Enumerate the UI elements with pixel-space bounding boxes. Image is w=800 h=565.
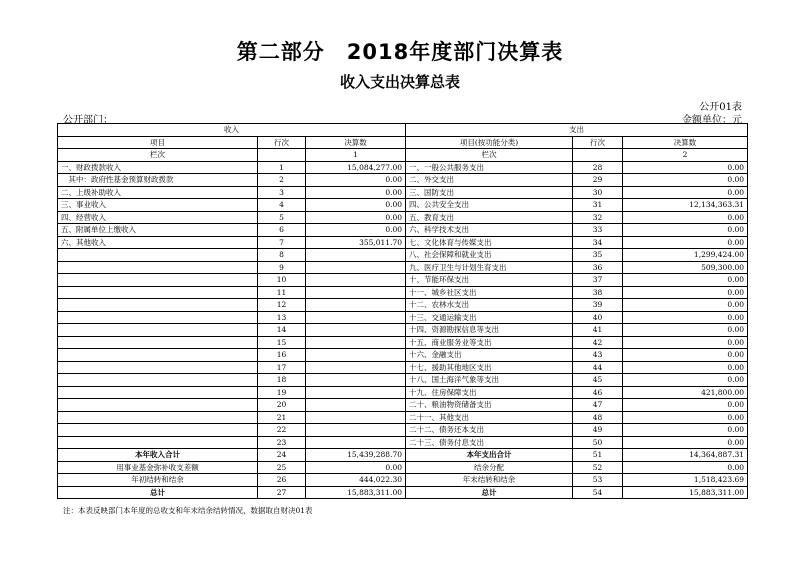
- income-item: [58, 261, 258, 274]
- summary-expense-item: 年末结转和结余: [406, 474, 573, 487]
- table-row: [58, 386, 748, 399]
- expense-amount: 0.00: [623, 374, 748, 387]
- income-line: 21: [258, 411, 306, 424]
- col-amount-header: 决算数: [306, 136, 406, 149]
- expense-line: 35: [573, 249, 623, 262]
- income-amount: [306, 286, 406, 299]
- income-line: 5: [258, 211, 306, 224]
- income-item: [58, 324, 258, 337]
- expense-item: 八、社会保障和就业支出: [406, 249, 573, 262]
- table-row: [58, 424, 748, 437]
- expense-line: 34: [573, 236, 623, 249]
- income-line: 14: [258, 324, 306, 337]
- income-item: [58, 374, 258, 387]
- table-row: [58, 274, 748, 287]
- expense-line: 33: [573, 224, 623, 237]
- expense-item: 十四、资源勘探信息等支出: [406, 324, 573, 337]
- expense-line: 46: [573, 386, 623, 399]
- summary-expense-amount: 15,883,311.00: [623, 486, 748, 499]
- income-amount: [306, 349, 406, 362]
- summary-row: [58, 449, 748, 462]
- expense-amount: 0.00: [623, 411, 748, 424]
- summary-income-amount: 444,022.30: [306, 474, 406, 487]
- table-row: [58, 361, 748, 374]
- expense-header: 支出: [406, 124, 748, 137]
- expense-item: 六、科学技术支出: [406, 224, 573, 237]
- col-index-empty: [258, 149, 306, 162]
- expense-item: 十一、城乡社区支出: [406, 286, 573, 299]
- income-item: 五、附属单位上缴收入: [58, 224, 258, 237]
- table-row: [58, 411, 748, 424]
- footnote: 注：本表反映部门本年度的总收支和年末结余结转情况，数据取自财决01表: [63, 506, 313, 515]
- expense-amount: 0.00: [623, 399, 748, 412]
- table-row: [58, 261, 748, 274]
- expense-line: 32: [573, 211, 623, 224]
- col-index-2: 2: [623, 149, 748, 162]
- income-item: [58, 299, 258, 312]
- expense-item: 十九、住房保障支出: [406, 386, 573, 399]
- expense-amount: 0.00: [623, 174, 748, 187]
- summary-income-line: 24: [258, 449, 306, 462]
- expense-line: 49: [573, 424, 623, 437]
- summary-expense-item: 结余分配: [406, 461, 573, 474]
- expense-line: 50: [573, 436, 623, 449]
- income-line: 3: [258, 186, 306, 199]
- expense-item: 二十二、债务还本支出: [406, 424, 573, 437]
- table-row: [58, 224, 748, 237]
- income-item: [58, 274, 258, 287]
- expense-amount: 0.00: [623, 324, 748, 337]
- col-line2-header: 行次: [573, 136, 623, 149]
- income-amount: 0.00: [306, 211, 406, 224]
- income-item: [58, 349, 258, 362]
- col-index2-empty: [573, 149, 623, 162]
- income-amount: [306, 249, 406, 262]
- expense-line: 44: [573, 361, 623, 374]
- summary-expense-line: 53: [573, 474, 623, 487]
- table-row: [58, 211, 748, 224]
- expense-item: 二十一、其他支出: [406, 411, 573, 424]
- expense-amount: 0.00: [623, 161, 748, 174]
- expense-line: 45: [573, 374, 623, 387]
- expense-item: 三、国防支出: [406, 186, 573, 199]
- income-line: 2: [258, 174, 306, 187]
- column-index-row: [58, 149, 748, 162]
- col-index2-label: 栏次: [406, 149, 573, 162]
- income-item: [58, 436, 258, 449]
- income-amount: 0.00: [306, 174, 406, 187]
- income-item: [58, 361, 258, 374]
- income-amount: 0.00: [306, 186, 406, 199]
- income-line: 8: [258, 249, 306, 262]
- summary-income-amount: 15,439,288.70: [306, 449, 406, 462]
- table-row: [58, 299, 748, 312]
- income-amount: 0.00: [306, 199, 406, 212]
- expense-item: 一、一般公共服务支出: [406, 161, 573, 174]
- summary-expense-line: 52: [573, 461, 623, 474]
- expense-item: 十八、国土海洋气象等支出: [406, 374, 573, 387]
- income-line: 18: [258, 374, 306, 387]
- expense-amount: 0.00: [623, 311, 748, 324]
- col-index-label: 栏次: [58, 149, 258, 162]
- summary-income-line: 26: [258, 474, 306, 487]
- income-amount: 0.00: [306, 224, 406, 237]
- expense-item: 十、节能环保支出: [406, 274, 573, 287]
- table-row: [58, 436, 748, 449]
- expense-amount: 0.00: [623, 286, 748, 299]
- income-line: 15: [258, 336, 306, 349]
- income-line: 13: [258, 311, 306, 324]
- income-item: [58, 249, 258, 262]
- expense-amount: 1,299,424.00: [623, 249, 748, 262]
- summary-income-line: 25: [258, 461, 306, 474]
- expense-line: 40: [573, 311, 623, 324]
- expense-amount: 0.00: [623, 274, 748, 287]
- expense-item: 十七、援助其他地区支出: [406, 361, 573, 374]
- summary-income-item: 总计: [58, 486, 258, 499]
- summary-income-item: 年初结转和结余: [58, 474, 258, 487]
- income-amount: [306, 374, 406, 387]
- table-row: [58, 324, 748, 337]
- expense-line: 28: [573, 161, 623, 174]
- department-label: 公开部门：: [63, 115, 113, 126]
- summary-income-amount: 0.00: [306, 461, 406, 474]
- expense-item: 十三、交通运输支出: [406, 311, 573, 324]
- income-amount: 355,011.70: [306, 236, 406, 249]
- summary-row: [58, 474, 748, 487]
- expense-amount: 509,300.00: [623, 261, 748, 274]
- expense-item: 二、外交支出: [406, 174, 573, 187]
- page-title: 第二部分 2018年度部门决算表: [236, 40, 564, 64]
- income-item: [58, 399, 258, 412]
- expense-amount: 421,800.00: [623, 386, 748, 399]
- table-row: [58, 286, 748, 299]
- income-item: [58, 336, 258, 349]
- income-amount: [306, 324, 406, 337]
- income-amount: [306, 274, 406, 287]
- expense-line: 39: [573, 299, 623, 312]
- expense-line: 48: [573, 411, 623, 424]
- summary-expense-amount: 0.00: [623, 461, 748, 474]
- expense-amount: 0.00: [623, 299, 748, 312]
- expense-line: 43: [573, 349, 623, 362]
- income-amount: [306, 399, 406, 412]
- expense-line: 37: [573, 274, 623, 287]
- expense-line: 31: [573, 199, 623, 212]
- income-amount: [306, 311, 406, 324]
- income-line: 20: [258, 399, 306, 412]
- income-line: 19: [258, 386, 306, 399]
- income-item: 六、其他收入: [58, 236, 258, 249]
- expense-item: 十六、金融支出: [406, 349, 573, 362]
- income-header: 收入: [58, 124, 406, 137]
- income-amount: [306, 299, 406, 312]
- expense-amount: 12,134,363.31: [623, 199, 748, 212]
- budget-summary-table: [57, 123, 748, 499]
- income-item: [58, 311, 258, 324]
- income-line: 7: [258, 236, 306, 249]
- table-row: [58, 399, 748, 412]
- summary-row: [58, 486, 748, 499]
- expense-line: 47: [573, 399, 623, 412]
- expense-amount: 0.00: [623, 236, 748, 249]
- summary-expense-item: 总计: [406, 486, 573, 499]
- table-row: [58, 349, 748, 362]
- expense-amount: 0.00: [623, 336, 748, 349]
- income-line: 11: [258, 286, 306, 299]
- income-amount: [306, 336, 406, 349]
- income-item: [58, 424, 258, 437]
- expense-line: 42: [573, 336, 623, 349]
- summary-income-item: 本年收入合计: [58, 449, 258, 462]
- table-row: [58, 186, 748, 199]
- summary-expense-amount: 1,518,423.69: [623, 474, 748, 487]
- income-item: 二、上级补助收入: [58, 186, 258, 199]
- expense-amount: 0.00: [623, 424, 748, 437]
- income-amount: [306, 361, 406, 374]
- section-header-row: [58, 124, 748, 137]
- income-amount: [306, 411, 406, 424]
- col-item-header: 项目: [58, 136, 258, 149]
- income-item: [58, 286, 258, 299]
- summary-income-amount: 15,883,311.00: [306, 486, 406, 499]
- income-line: 17: [258, 361, 306, 374]
- expense-amount: 0.00: [623, 211, 748, 224]
- expense-line: 38: [573, 286, 623, 299]
- page-subtitle: 收入支出决算总表: [339, 73, 460, 91]
- summary-expense-line: 51: [573, 449, 623, 462]
- income-line: 1: [258, 161, 306, 174]
- table-row: [58, 174, 748, 187]
- expense-amount: 0.00: [623, 436, 748, 449]
- income-line: 4: [258, 199, 306, 212]
- expense-amount: 0.00: [623, 349, 748, 362]
- summary-expense-item: 本年支出合计: [406, 449, 573, 462]
- expense-line: 36: [573, 261, 623, 274]
- table-row: [58, 249, 748, 262]
- expense-item: 十二、农林水支出: [406, 299, 573, 312]
- expense-line: 30: [573, 186, 623, 199]
- income-line: 23: [258, 436, 306, 449]
- summary-income-line: 27: [258, 486, 306, 499]
- income-item: 三、事业收入: [58, 199, 258, 212]
- income-line: 16: [258, 349, 306, 362]
- income-amount: [306, 424, 406, 437]
- expense-item: 七、文化体育与传媒支出: [406, 236, 573, 249]
- expense-amount: 0.00: [623, 186, 748, 199]
- expense-item: 四、公共安全支出: [406, 199, 573, 212]
- expense-amount: 0.00: [623, 361, 748, 374]
- summary-row: [58, 461, 748, 474]
- table-row: [58, 336, 748, 349]
- table-row: [58, 374, 748, 387]
- expense-item: 十五、商业服务业等支出: [406, 336, 573, 349]
- summary-expense-amount: 14,364,887.31: [623, 449, 748, 462]
- income-amount: [306, 261, 406, 274]
- income-item: [58, 411, 258, 424]
- column-header-row: [58, 136, 748, 149]
- form-number: 公开01表: [699, 102, 742, 113]
- income-line: 10: [258, 274, 306, 287]
- amount-unit: 金额单位：元: [682, 115, 742, 126]
- table-row: [58, 311, 748, 324]
- table-row: [58, 236, 748, 249]
- table-row: [58, 199, 748, 212]
- summary-expense-line: 54: [573, 486, 623, 499]
- income-amount: [306, 386, 406, 399]
- income-item: [58, 386, 258, 399]
- expense-line: 41: [573, 324, 623, 337]
- income-item: 四、经营收入: [58, 211, 258, 224]
- col-line-header: 行次: [258, 136, 306, 149]
- expense-item: 二十、粮油物资储备支出: [406, 399, 573, 412]
- income-line: 22: [258, 424, 306, 437]
- summary-income-item: 用事业基金弥补收支差额: [58, 461, 258, 474]
- expense-amount: 0.00: [623, 224, 748, 237]
- col-amount2-header: 决算数: [623, 136, 748, 149]
- col-item-func-header: 项目(按功能分类): [406, 136, 573, 149]
- income-line: 9: [258, 261, 306, 274]
- income-item: 一、财政拨款收入: [58, 161, 258, 174]
- income-line: 12: [258, 299, 306, 312]
- col-index-1: 1: [306, 149, 406, 162]
- table-row: [58, 161, 748, 174]
- expense-item: 二十三、债务付息支出: [406, 436, 573, 449]
- expense-item: 五、教育支出: [406, 211, 573, 224]
- income-amount: [306, 436, 406, 449]
- expense-item: 九、医疗卫生与计划生育支出: [406, 261, 573, 274]
- income-amount: 15,084,277.00: [306, 161, 406, 174]
- income-line: 6: [258, 224, 306, 237]
- expense-line: 29: [573, 174, 623, 187]
- income-item: 其中：政府性基金预算财政拨款: [58, 174, 258, 187]
